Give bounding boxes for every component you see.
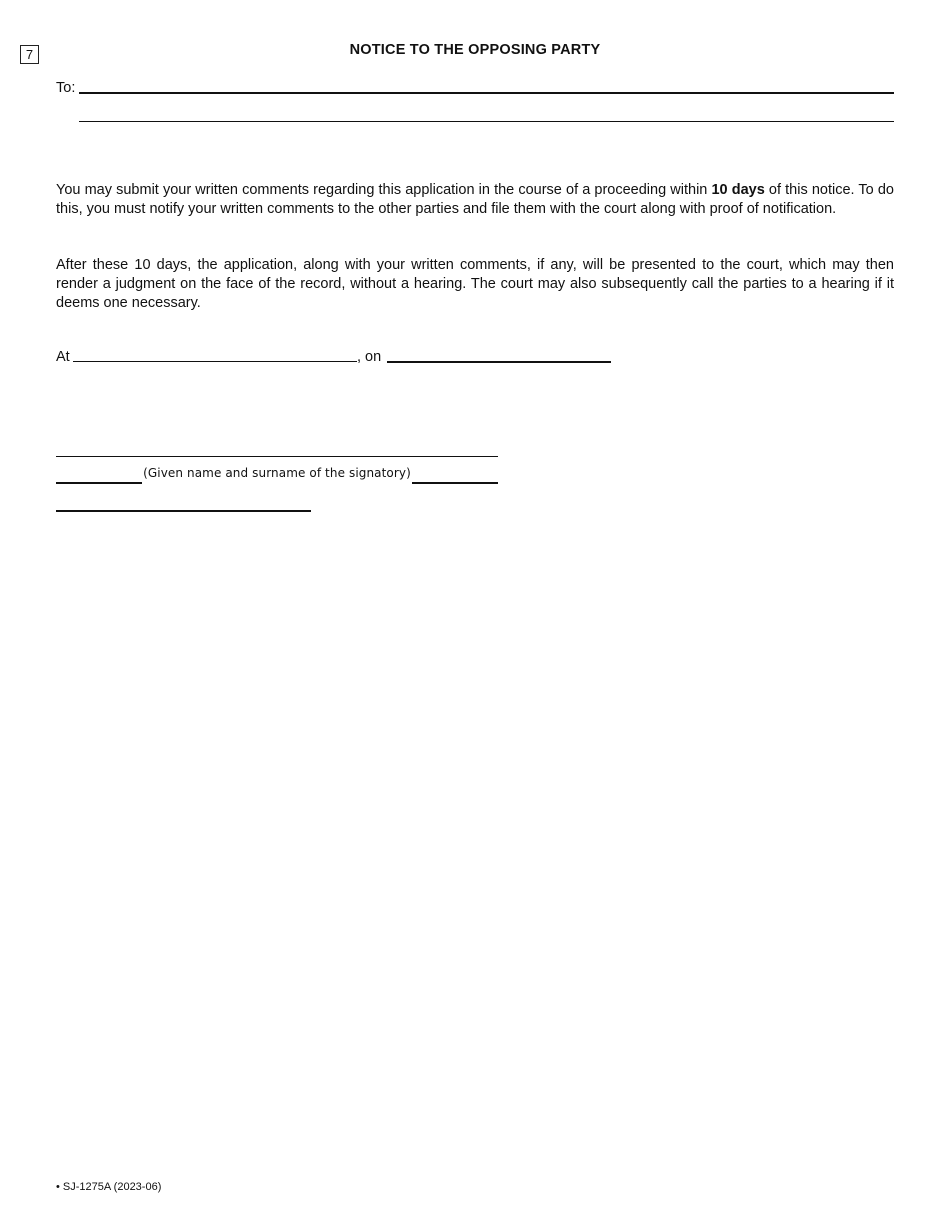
to-label: To: bbox=[56, 80, 76, 96]
page-title: NOTICE TO THE OPPOSING PARTY bbox=[349, 42, 601, 58]
paragraph-comments-bold: 10 days bbox=[711, 182, 765, 198]
place-field-line[interactable] bbox=[73, 361, 357, 362]
paragraph-comments-after: of this notice. To do this, you must notify your written comments to the other parties and file them with the court along with proof of notification. bbox=[56, 182, 894, 217]
signatory-name-line-right bbox=[412, 482, 498, 484]
form-code-footer: • SJ-1275A (2023-06) bbox=[56, 1181, 162, 1193]
signature-line[interactable] bbox=[56, 456, 498, 457]
additional-field-line[interactable] bbox=[56, 510, 311, 512]
paragraph-comments bbox=[56, 181, 894, 219]
date-field-line[interactable] bbox=[387, 361, 611, 363]
paragraph-comments-before: You may submit your written comments regarding this application in the course of a proceeding within bbox=[56, 182, 712, 198]
date-label: , on bbox=[357, 349, 382, 365]
to-field-line-1[interactable] bbox=[79, 92, 894, 94]
signatory-name-line-left bbox=[56, 482, 142, 484]
place-label: At bbox=[56, 349, 70, 365]
section-number-box: 7 bbox=[20, 45, 39, 64]
signatory-caption: (Given name and surname of the signatory) bbox=[143, 466, 411, 480]
to-field-line-2[interactable] bbox=[79, 121, 894, 122]
paragraph-after-delay: After these 10 days, the application, along with your written comments, if any, will be presented to the court, which may then render a judgment on the face of the record, without a hearing. The court may also subsequently call the parties to a hearing if it deems one necessary. bbox=[56, 257, 894, 311]
